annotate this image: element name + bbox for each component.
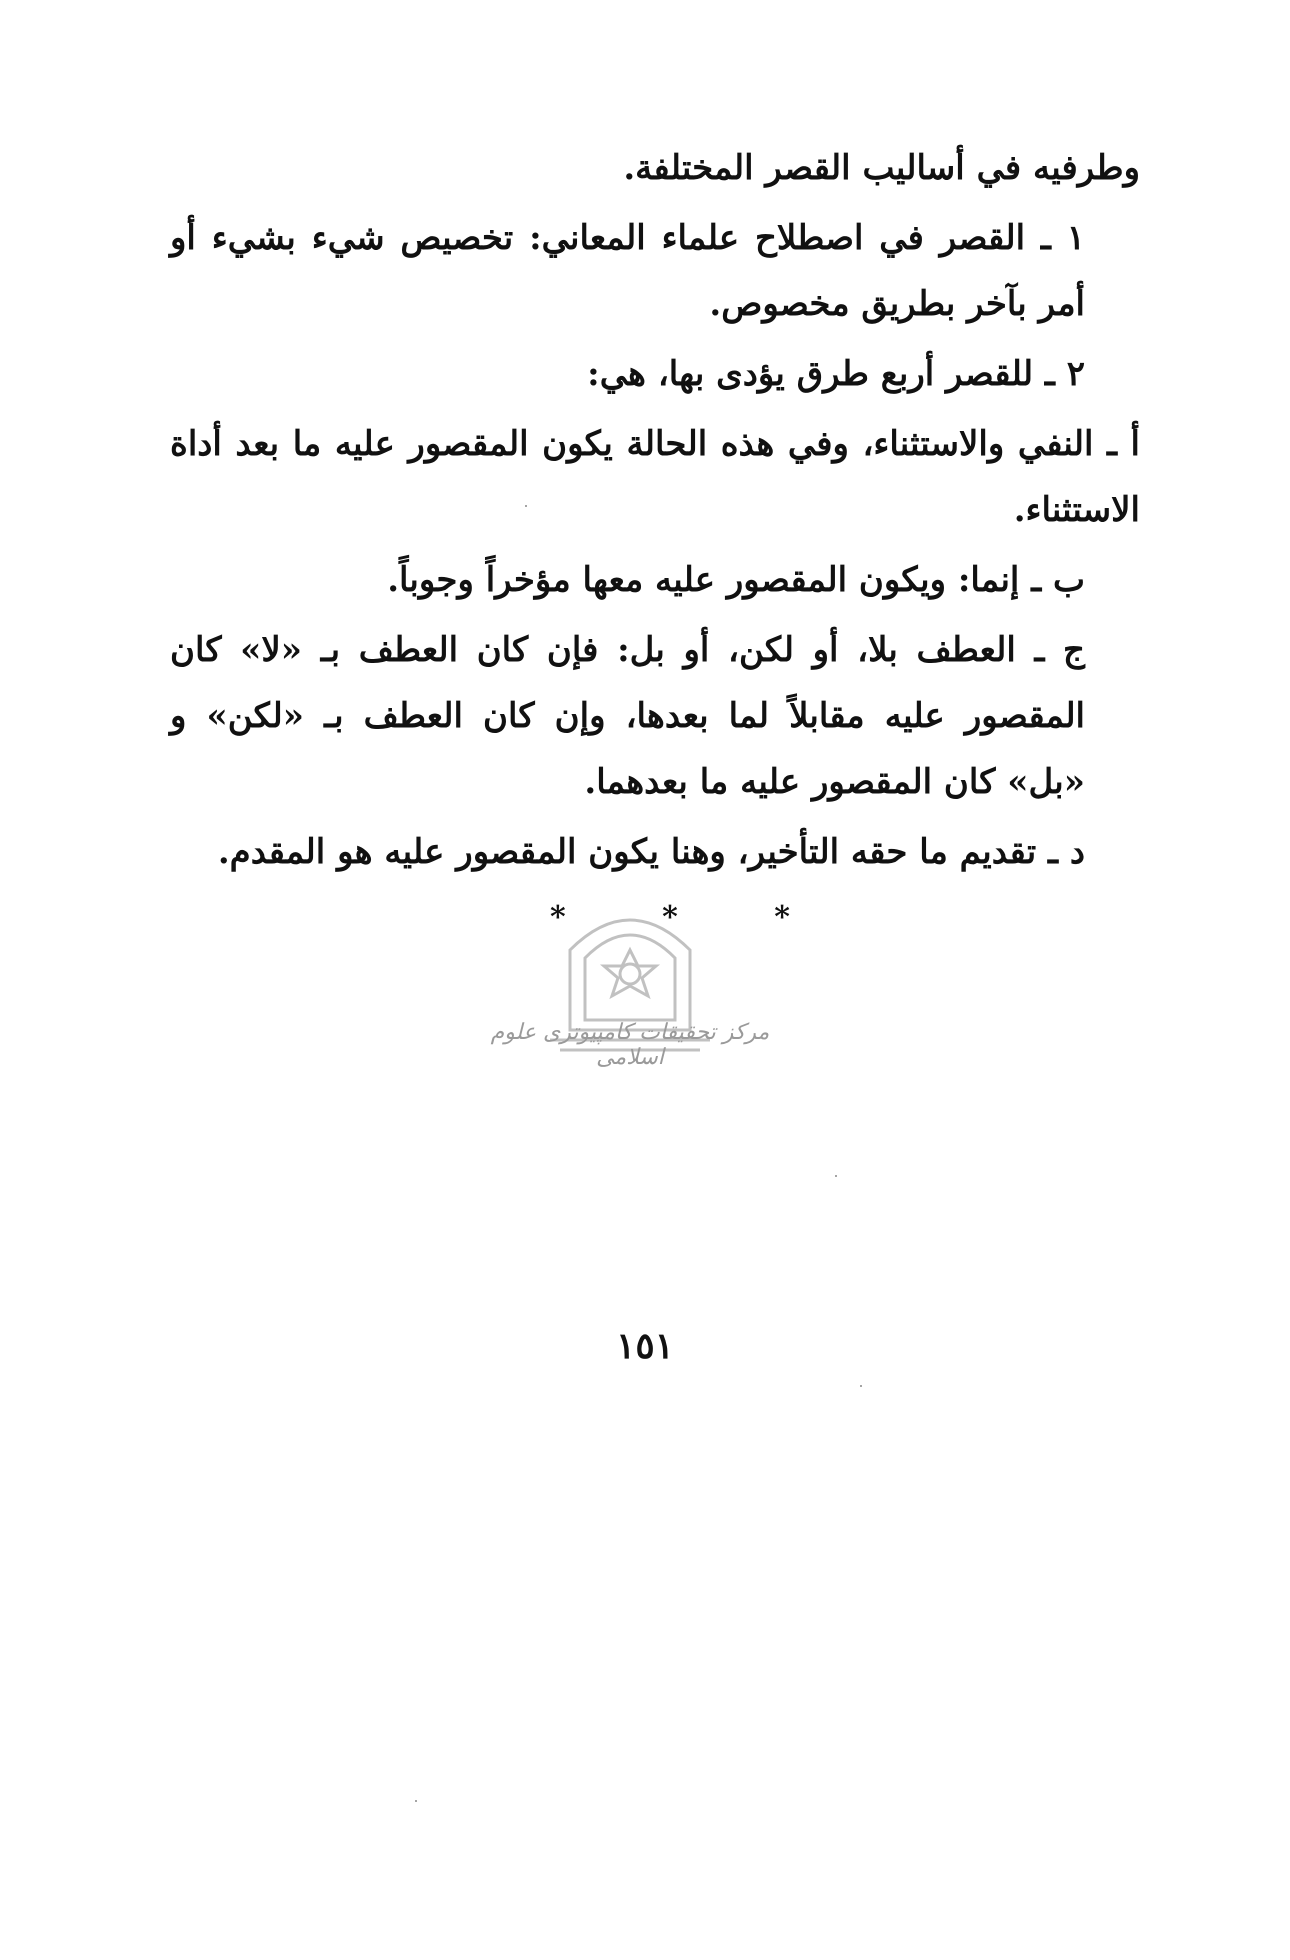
separator-star: * [774, 900, 790, 935]
separator-star: * [662, 900, 678, 935]
paragraph-item-a: أ ـ النفي والاستثناء، وفي هذه الحالة يكون المقصور عليه ما بعد أداة الاستثناء. [170, 424, 1140, 530]
paragraph-item-d: د ـ تقديم ما حقه التأخير، وهنا يكون المقصور عليه هو المقدم. [217, 832, 1085, 872]
watermark-text: مرکز تحقیقات کامپیوتری علوم اسلامی [490, 1020, 770, 1070]
section-separator [550, 900, 790, 935]
separator-star: * [550, 900, 566, 935]
scan-speck [860, 1385, 862, 1387]
page-number: ١٥١ [615, 1325, 674, 1367]
paragraph-point-2: ٢ ـ للقصر أربع طرق يؤدى بها، هي: [587, 354, 1085, 394]
scan-speck [835, 1175, 837, 1177]
paragraph-intro: وطرفيه في أساليب القصر المختلفة. [623, 148, 1140, 188]
scan-speck [525, 505, 527, 507]
paragraph-point-1: ١ ـ القصر في اصطلاح علماء المعاني: تخصيص شيء بشيء أو أمر بآخر بطريق مخصوص. [170, 218, 1085, 324]
paragraph-item-c: ج ـ العطف بلا، أو لكن، أو بل: فإن كان العطف بـ «لا» كان المقصور عليه مقابلاً لما بعدها، وإن كان العطف بـ «لكن» و «بل» كان المقصور عليه ما بعدهما. [170, 630, 1085, 802]
scan-speck [415, 1800, 417, 1802]
paragraph-item-b: ب ـ إنما: ويكون المقصور عليه معها مؤخراً وجوباً. [387, 560, 1085, 600]
body-text [170, 135, 1140, 889]
